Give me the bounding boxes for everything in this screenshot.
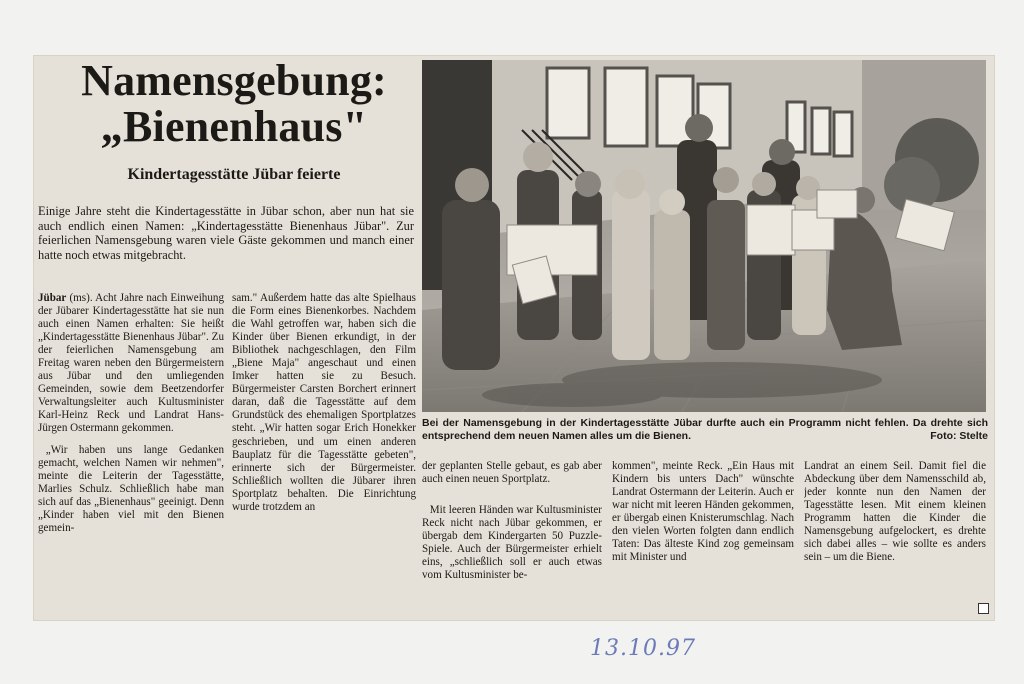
article-paragraph: „Wir haben uns lange Gedanken gemacht, welchen Namen wir nehmen", meinte die Leiterin der Tagesstätte, Marlies Schulz. Schließlich habe man sich auf das „Bienenhaus" geeinigt. Denn „Kinder haben viel mit den Bienen gemein- [38, 443, 224, 534]
kindergarten-group-photo [422, 60, 986, 412]
article-paragraph: der geplanten Stelle gebaut, es gab aber auch einen neuen Sportplatz. [422, 460, 602, 486]
article-column-2 [232, 292, 416, 622]
paragraph-text: Acht Jahre nach Einweihung der Jübarer Kindertagesstätte hat sie nun auch einen Namen erhalten: Sie heißt „Kindertagesstätte Bienenhaus Jübar". Zu der feierlichen Namensgebung am Freitag waren neben den Bürgermeistern aus Jübar und den umliegenden Gemeinden, sowie dem Beetzendorfer Verwaltungsleiter auch Kultusminister Karl-Heinz Reck und Landrat Hans-Jürgen Ostermann gekommen. [38, 292, 224, 435]
article-column-5 [804, 460, 986, 620]
headline-line-2: „Bienenhaus" [100, 102, 368, 151]
handwritten-date: 13.10.97 [590, 636, 696, 661]
author-tag: (ms). [69, 292, 93, 304]
article-paragraph [38, 292, 224, 436]
dateline: Jübar [38, 292, 67, 304]
headline-line-1: Namensgebung: [81, 56, 387, 105]
subheadline: Kindertagesstätte Jübar feierte [127, 166, 341, 183]
headline [44, 58, 424, 150]
article-column-3 [422, 460, 602, 620]
end-of-article-mark [978, 603, 989, 614]
lead-paragraph: Einige Jahre steht die Kindertagesstätte in Jübar schon, aber nun hat sie auch endlich einen Namen: „Kindertagesstätte Bienenhaus Jübar". Zur feierlichen Namensgebung waren viele Gäste gekommen und manch einer hatte noch etwas mitgebracht. [38, 204, 414, 262]
article-paragraph: Mit leeren Händen war Kultusminister Reck nicht nach Jübar gekommen, er übergab dem Kindergarten 50 Puzzle-Spiele. Auch der Bürgermeister erhielt eins, „schließlich soll er auch etwas vom Kultusminister be- [422, 504, 602, 582]
newspaper-clipping [34, 56, 994, 620]
article-paragraph: Landrat an einem Seil. Damit fiel die Abdeckung über dem Namensschild ab, jeder konnte nun den Namen der Tagesstätte lesen. Mit einem kleinen Programm hatten die Kinder die Namensgebung aufgelockert, es drehte sich dabei alles – wie sollte es anders sein – um die Biene. [804, 460, 986, 564]
article-paragraph: sam." Außerdem hatte das alte Spielhaus die Form eines Bienenkorbes. Nachdem die Wahl getroffen war, haben sich die Kinder über Bienen erkundigt, in der Bibliothek nachgeschlagen, den Film „Biene Maja" angeschaut und einen Imker hatten sie zu Besuch. Bürgermeister Carsten Borchert erinnert daran, daß die Tagesstätte auf dem Grundstück des ehemaligen Sportplatzes steht. „Wir hatten sogar Erich Honekker geschrieben, und um einen anderen Bauplatz für die Tagesstätte gebeten", erinnerte sich der Bürgermeister. Schließlich wollten die Jübarer ihren Sportplatz behalten. Die Einrichtung wurde trotzdem an [232, 292, 416, 513]
article-paragraph: kommen", meinte Reck. „Ein Haus mit Kindern bis unters Dach" wünschte Landrat Ostermann der Leiterin. Auch er war nicht mit leeren Händen gekommen, er übergab einen Knisterumschlag. Nach den vielen Worten folgten dann endlich Taten: Das älteste Kind zog gemeinsam mit Minister und [612, 460, 794, 564]
photo-credit: Foto: Stelte [930, 430, 988, 442]
news-photo [422, 60, 986, 412]
photo-caption [422, 417, 988, 443]
photo-caption-text: Bei der Namensgebung in der Kindertagesstätte Jübar durfte auch ein Programm nicht fehlen. Da drehte sich entsprechend dem neuen Namen alles um die Bienen. [422, 417, 988, 442]
article-column-4 [612, 460, 794, 620]
article-column-1 [38, 292, 224, 622]
